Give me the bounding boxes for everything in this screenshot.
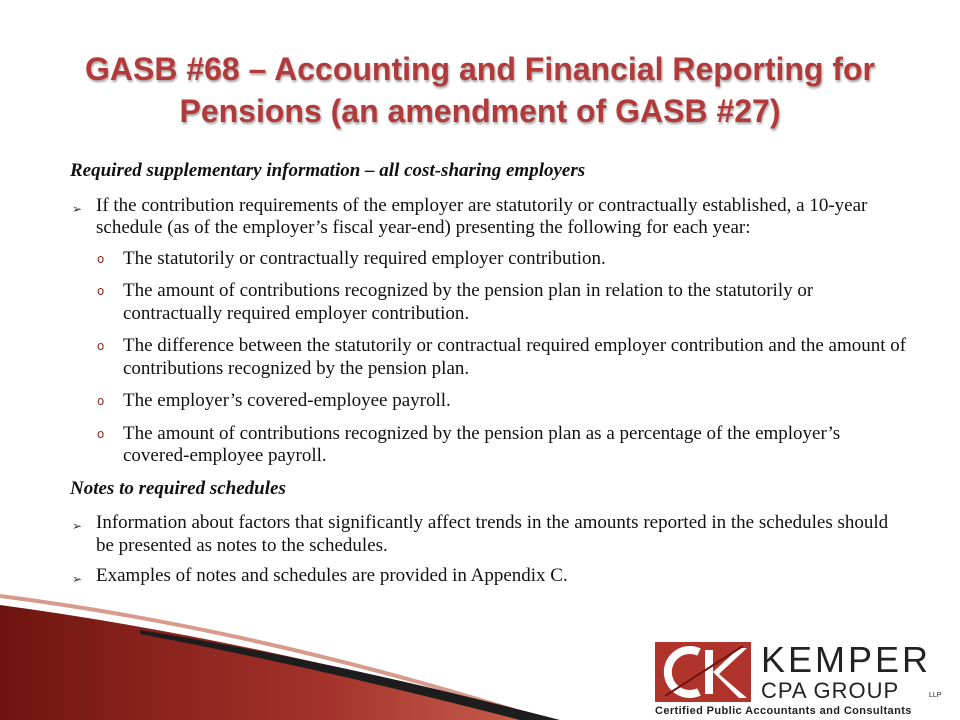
sub-bullet-text: The employer’s covered-employee payroll. bbox=[123, 390, 451, 411]
bullet-text: Information about factors that significantly affect trends in the amounts reported in the schedules should be presented as notes to the schedules. bbox=[96, 512, 889, 556]
sub-bullet-item bbox=[70, 248, 910, 271]
sub-bullet-text: The difference between the statutorily or contractual required employer contribution and the amount of contributions recognized by the pension plan. bbox=[123, 335, 907, 379]
bullet-item bbox=[70, 195, 910, 240]
circle-bullet-icon: o bbox=[97, 426, 105, 441]
arrow-bullet-icon: ➢ bbox=[72, 519, 83, 533]
kemper-cpa-logo bbox=[655, 639, 955, 717]
arrow-bullet-icon: ➢ bbox=[72, 201, 83, 216]
logo-company-name: KEMPER bbox=[761, 639, 932, 680]
bullet-item bbox=[70, 565, 910, 588]
logo-llp-mark: LLP bbox=[929, 692, 942, 699]
sub-bullet-text: The amount of contributions recognized by the pension plan as a percentage of the employer’s covered-employee payroll. bbox=[123, 422, 841, 466]
section-heading-rsi: Required supplementary information – all cost-sharing employers bbox=[70, 160, 586, 181]
sub-bullet-item bbox=[70, 423, 910, 468]
circle-bullet-icon: o bbox=[97, 394, 105, 408]
kemper-ck-mark-icon bbox=[655, 642, 751, 702]
slide-title: GASB #68 – Accounting and Financial Reporting for Pensions (an amendment of GASB #27) bbox=[84, 51, 875, 129]
logo-company-subtitle: CPA GROUP bbox=[761, 678, 900, 703]
bullet-text: If the contribution requirements of the employer are statutorily or contractually established, a 10-year schedule (as of the employer’s fiscal year-end) presenting the following for each year: bbox=[96, 194, 868, 238]
logo-tagline: Certified Public Accountants and Consultants bbox=[655, 705, 912, 717]
section-heading-notes: Notes to required schedules bbox=[70, 477, 286, 499]
arrow-bullet-icon: ➢ bbox=[72, 572, 83, 586]
circle-bullet-icon: o bbox=[97, 339, 105, 353]
bullet-item bbox=[70, 512, 910, 557]
circle-bullet-icon: o bbox=[97, 284, 105, 298]
sub-bullet-text: The statutorily or contractually required employer contribution. bbox=[123, 247, 606, 269]
bullet-text: Examples of notes and schedules are provided in Appendix C. bbox=[96, 565, 568, 586]
sub-bullet-item bbox=[70, 390, 910, 413]
sub-bullet-item bbox=[70, 280, 910, 325]
circle-bullet-icon: o bbox=[97, 251, 105, 266]
slide-body bbox=[70, 160, 910, 596]
sub-bullet-text: The amount of contributions recognized by the pension plan in relation to the statutorily or contractually required employer contribution. bbox=[123, 280, 814, 324]
sub-bullet-item bbox=[70, 335, 910, 380]
